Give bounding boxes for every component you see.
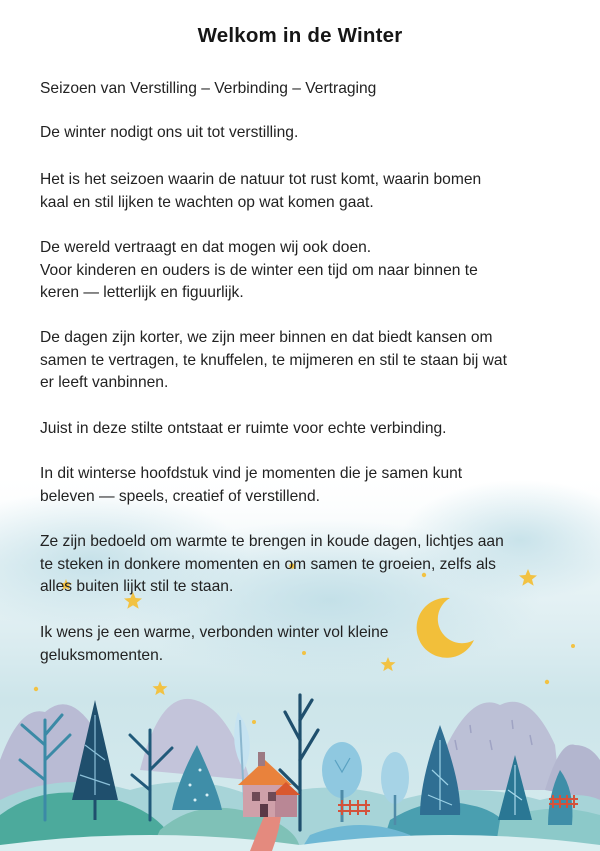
paragraph-line: alles buiten lijkt stil te staan.: [40, 578, 234, 595]
paragraph-line: keren — letterlijk en figuurlijk.: [40, 284, 244, 301]
subtitle: [40, 78, 570, 101]
paragraph-line: Het is het seizoen waarin de natuur tot rust komt, waarin bomen: [40, 171, 482, 188]
paragraph-line: Voor kinderen en ouders is de winter een tijd om naar binnen te: [40, 261, 478, 279]
paragraph-1: [40, 122, 570, 145]
paragraph-line: te steken in donkere momenten en om samen te groeien, zelfs als: [40, 555, 496, 573]
paragraph-6: [40, 463, 570, 508]
paragraph-8: [40, 622, 570, 667]
page-title: Welkom in de Winter: [197, 24, 403, 47]
paragraph-4: [40, 327, 570, 395]
subtitle-text: Seizoen van Verstilling – Verbinding – Vertraging: [40, 80, 377, 97]
paragraph-7: [40, 531, 570, 599]
paragraph-line: er leeft vanbinnen.: [40, 374, 169, 391]
paragraph-line: De wereld vertraagt en dat mogen wij ook doen.: [40, 239, 372, 256]
paragraph-line: beleven — speels, creatief of verstillend.: [40, 487, 320, 505]
paragraph-2: [40, 169, 570, 214]
paragraph-5: [40, 418, 570, 441]
paragraph-line: Ze zijn bedoeld om warmte te brengen in koude dagen, lichtjes aan: [40, 533, 504, 550]
paragraph-line: samen te vertragen, te knuffelen, te mijmeren en stil te staan bij wat: [40, 351, 507, 369]
paragraph-line: geluksmomenten.: [40, 646, 164, 664]
paragraph-line: Ik wens je een warme, verbonden winter vol kleine: [40, 624, 389, 641]
paragraph-line: De winter nodigt ons uit tot verstilling.: [40, 124, 299, 141]
paragraph-line: Juist in deze stilte ontstaat er ruimte voor echte verbinding.: [40, 420, 447, 437]
paragraph-3: [40, 237, 570, 305]
paragraph-line: In dit winterse hoofdstuk vind je momenten die je samen kunt: [40, 465, 463, 482]
paragraph-line: De dagen zijn korter, we zijn meer binnen en dat biedt kansen om: [40, 329, 493, 346]
paragraph-line: kaal en stil lijken te wachten op wat komen gaat.: [40, 193, 374, 211]
